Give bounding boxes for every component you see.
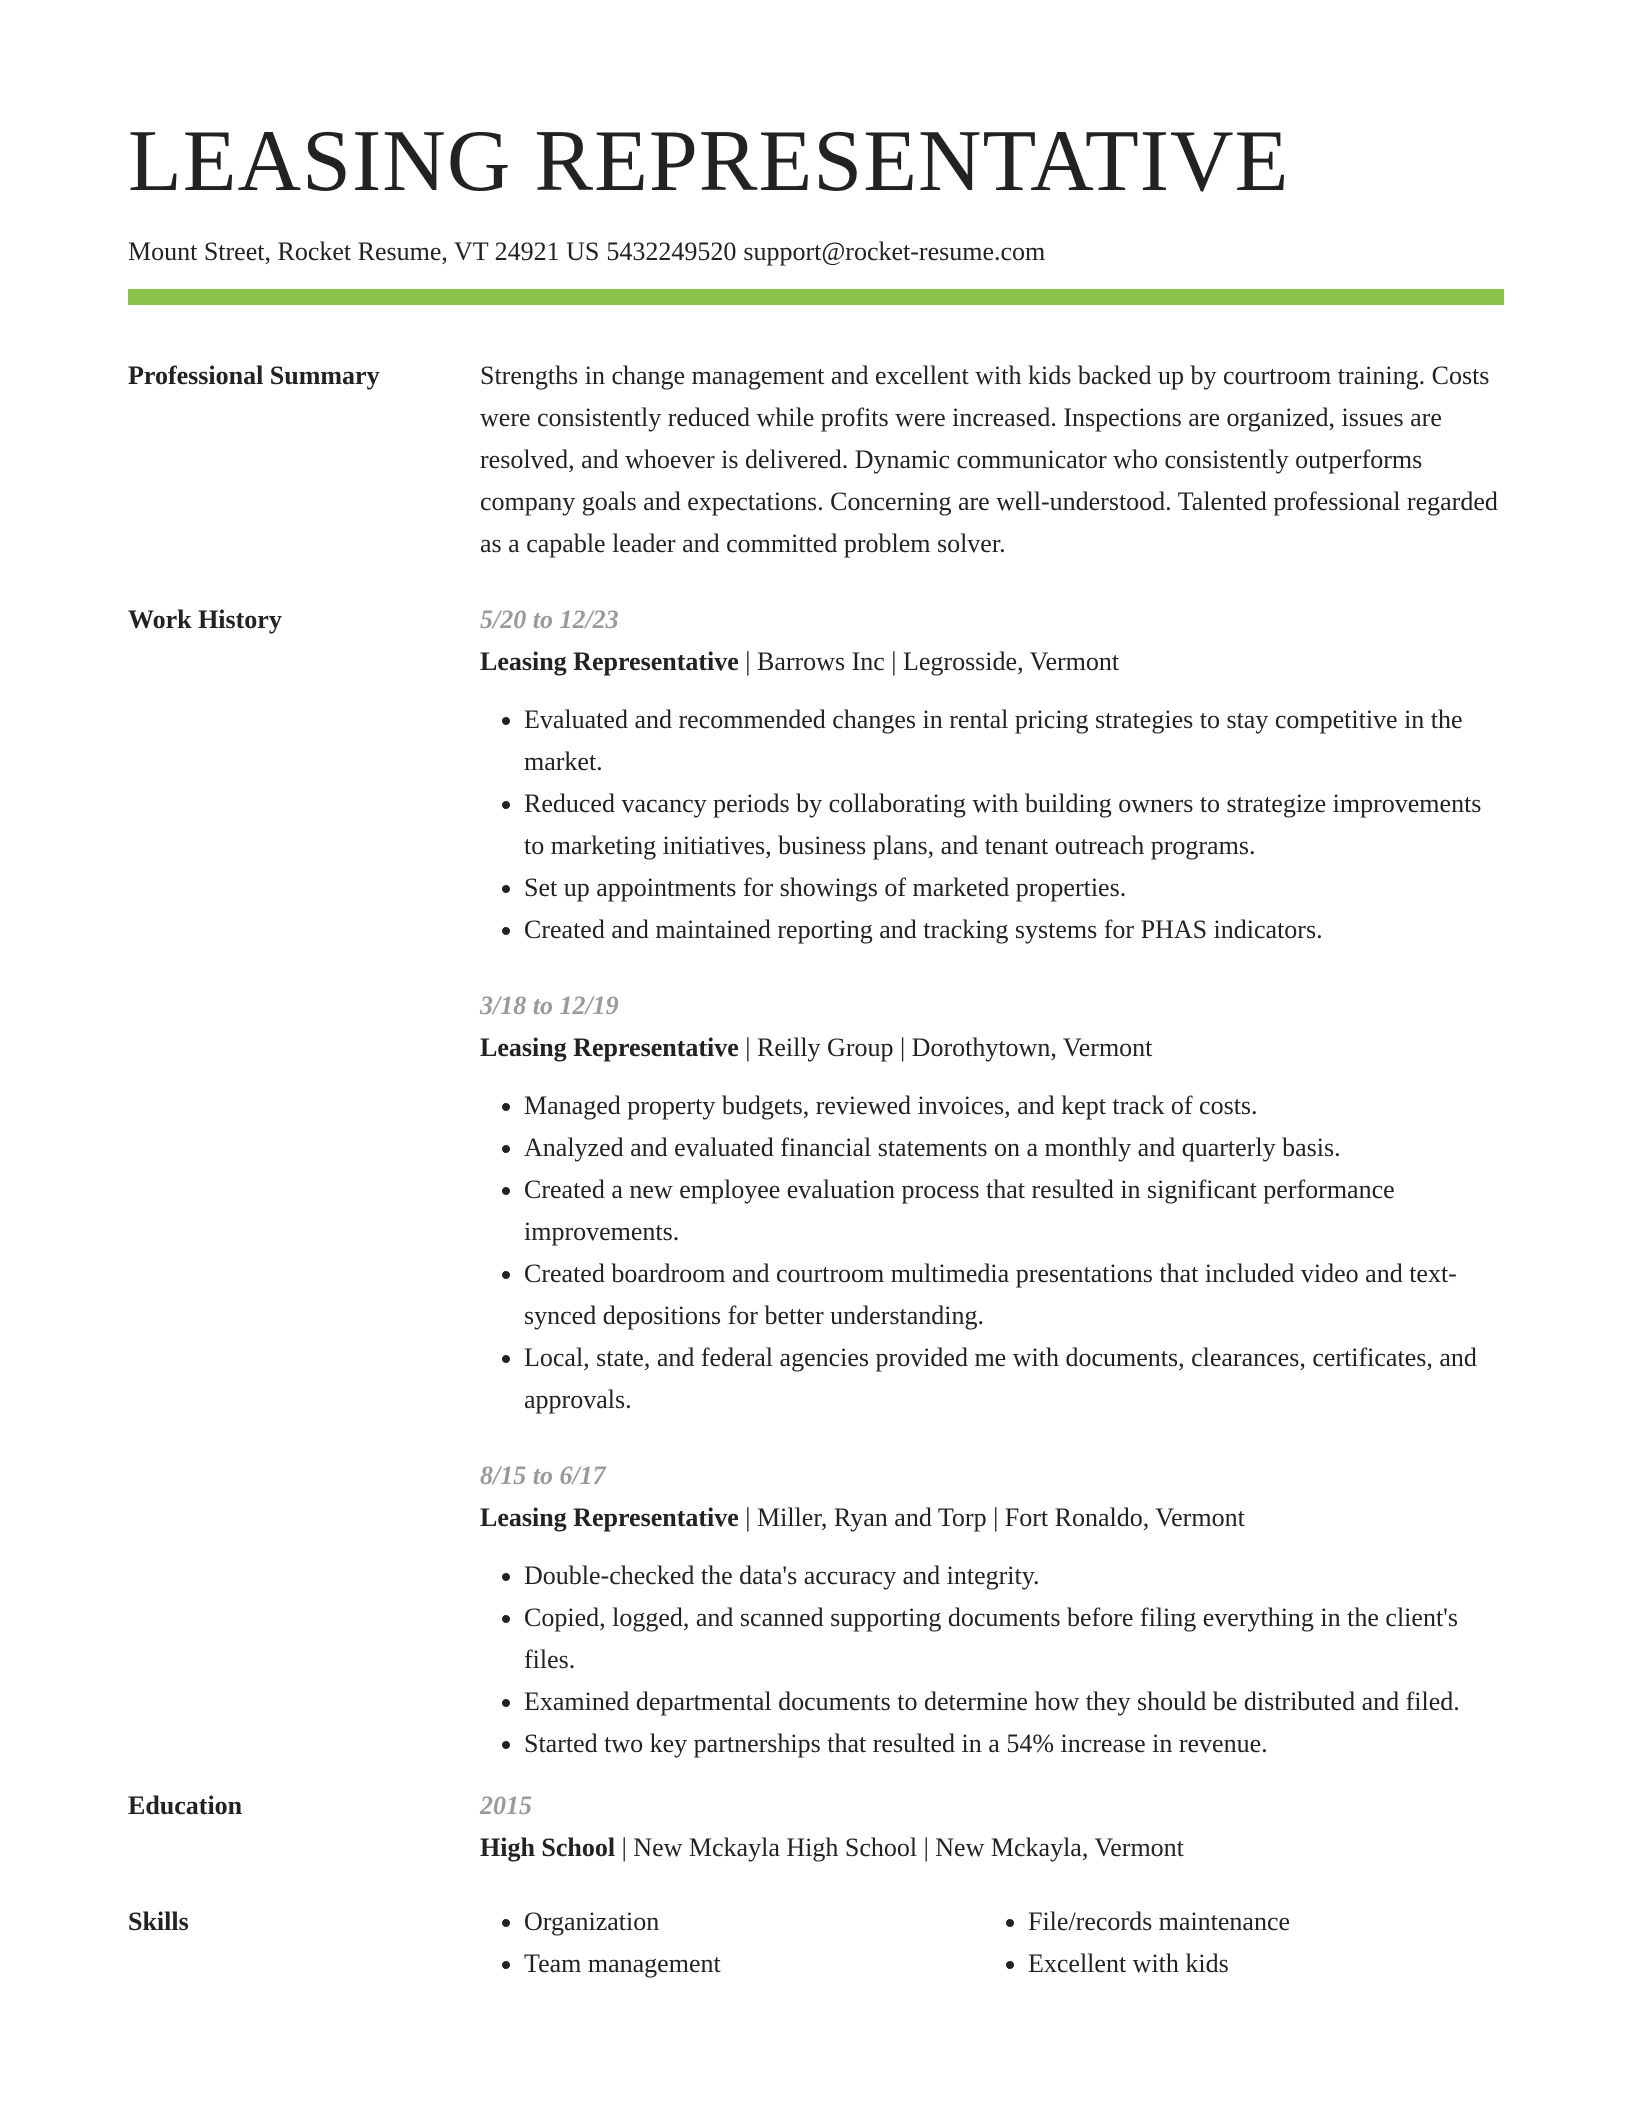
skill-item: • Excellent with kids: [1028, 1943, 1488, 1985]
contact-address: Mount Street, Rocket Resume, VT 24921 US: [128, 237, 600, 266]
job-bullet: • Created a new employee evaluation process that resulted in significant performance improvements.: [524, 1169, 1504, 1253]
job-dates: 3/18 to 12/19: [480, 991, 619, 1021]
job-bullets: [480, 1555, 1504, 1765]
job-title: Leasing Representative: [480, 647, 739, 677]
job-title: Leasing Representative: [480, 1503, 739, 1533]
education-section: [128, 1785, 1504, 1869]
contact-line: [128, 236, 1504, 267]
job-entry: [480, 985, 1504, 1421]
job-company: | Reilly Group | Dorothytown, Vermont: [738, 1033, 1153, 1063]
skills-column: [984, 1901, 1488, 1985]
work-history-heading: Work History: [128, 605, 282, 635]
contact-email: support@rocket-resume.com: [743, 237, 1046, 266]
job-bullet: • Copied, logged, and scanned supporting documents before filing everything in the client's files.: [524, 1597, 1504, 1681]
job-bullet: • Started two key partnerships that resulted in a 54% increase in revenue.: [524, 1723, 1504, 1765]
job-dates: 8/15 to 6/17: [480, 1461, 606, 1491]
job-bullet: • Examined departmental documents to determine how they should be distributed and filed.: [524, 1681, 1504, 1723]
contact-phone: 5432249520: [606, 237, 737, 266]
header-divider: [128, 289, 1504, 305]
job-entry: [480, 599, 1504, 951]
resume-page: [128, 113, 1504, 1985]
candidate-name: LEASING REPRESENTATIVE: [128, 113, 1290, 210]
summary-text: Strengths in change management and excellent with kids backed up by courtroom training. Costs were consistently reduced while profits were increased. Inspections are organized, issues are resolved, and whoever is delivered. Dynamic communicator who consistently outperforms company goals and expectations. Concerning are well-understood. Talented professional regarded as a capable leader and committed problem solver.: [480, 361, 1498, 559]
work-history-body: [480, 599, 1504, 1765]
job-bullet: • Analyzed and evaluated financial statements on a monthly and quarterly basis.: [524, 1127, 1504, 1169]
education-degree: High School: [480, 1833, 616, 1863]
job-bullet: • Reduced vacancy periods by collaborating with building owners to strategize improvements to marketing initiatives, business plans, and tenant outreach programs.: [524, 783, 1504, 867]
job-bullet: • Evaluated and recommended changes in rental pricing strategies to stay competitive in the market.: [524, 699, 1504, 783]
education-body: [480, 1785, 1504, 1869]
education-heading: Education: [128, 1791, 243, 1821]
skills-section: [128, 1901, 1504, 1985]
job-entry: [480, 1455, 1504, 1765]
job-bullets: [480, 1085, 1504, 1421]
job-heading: [480, 641, 1504, 683]
summary-heading: Professional Summary: [128, 361, 380, 391]
job-title: Leasing Representative: [480, 1033, 739, 1063]
skills-grid: [480, 1901, 1504, 1985]
job-bullet: • Set up appointments for showings of marketed properties.: [524, 867, 1504, 909]
summary-section: [128, 355, 1504, 565]
job-company: | Barrows Inc | Legrosside, Vermont: [738, 647, 1120, 677]
skills-heading: Skills: [128, 1907, 189, 1937]
job-bullet: • Double-checked the data's accuracy and integrity.: [524, 1555, 1504, 1597]
education-dates: 2015: [480, 1791, 532, 1821]
skill-item: • Organization: [524, 1901, 984, 1943]
education-heading-line: [480, 1827, 1504, 1869]
job-bullet: • Managed property budgets, reviewed invoices, and kept track of costs.: [524, 1085, 1504, 1127]
skills-body: [480, 1901, 1504, 1985]
skills-column: [480, 1901, 984, 1985]
job-bullet: • Created and maintained reporting and tracking systems for PHAS indicators.: [524, 909, 1504, 951]
skill-item: • File/records maintenance: [1028, 1901, 1488, 1943]
job-dates: 5/20 to 12/23: [480, 605, 619, 635]
job-bullets: [480, 699, 1504, 951]
job-bullet: • Local, state, and federal agencies provided me with documents, clearances, certificates, and approvals.: [524, 1337, 1504, 1421]
job-heading: [480, 1027, 1504, 1069]
job-heading: [480, 1497, 1504, 1539]
job-company: | Miller, Ryan and Torp | Fort Ronaldo, Vermont: [738, 1503, 1245, 1533]
education-school: | New Mckayla High School | New Mckayla, Vermont: [615, 1833, 1184, 1863]
work-history-section: [128, 599, 1504, 1765]
job-bullet: • Created boardroom and courtroom multimedia presentations that included video and text-synced depositions for better understanding.: [524, 1253, 1504, 1337]
skill-item: • Team management: [524, 1943, 984, 1985]
